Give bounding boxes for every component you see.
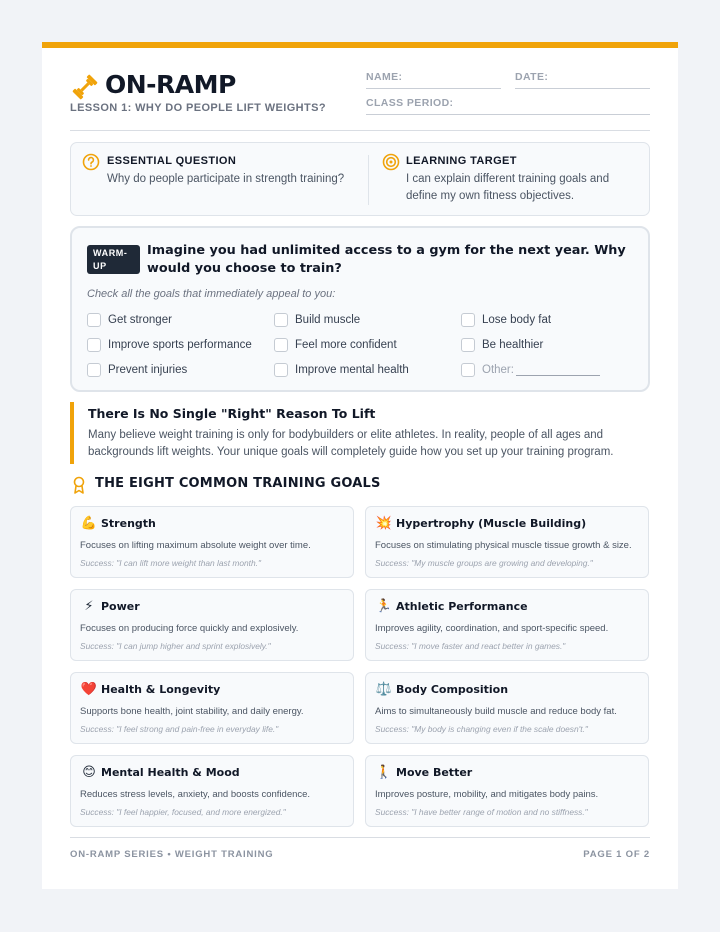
callout-title: There Is No Single "Right" Reason To Lift <box>88 406 376 421</box>
goal-title: Hypertrophy (Muscle Building) <box>396 517 587 530</box>
essential-question-title: ESSENTIAL QUESTION <box>107 155 237 167</box>
other-blank-field[interactable] <box>516 365 600 376</box>
worksheet-page <box>42 42 678 889</box>
dumbbell-icon <box>70 72 100 102</box>
goal-success: Success: "I have better range of motion and no stiffness." <box>375 807 588 817</box>
header-divider <box>70 130 650 131</box>
checkbox[interactable] <box>461 363 475 377</box>
checkbox-get-stronger[interactable]: Get stronger <box>87 313 172 327</box>
goal-success: Success: "My muscle groups are growing and developing." <box>375 558 593 568</box>
goal-title: Mental Health & Mood <box>101 766 240 779</box>
name-field[interactable] <box>366 88 501 89</box>
footer-divider <box>70 837 650 838</box>
goal-description: Focuses on producing force quickly and explosively. <box>80 623 299 634</box>
checkbox-improve-sports-performance[interactable]: Improve sports performance <box>87 338 252 352</box>
callout-text: Many believe weight training is only for bodybuilders or elite athletes. In reality, people of all ages and backgrounds lift weights. Your unique goals will completely guide how you set up your training program. <box>88 429 614 458</box>
checkbox[interactable] <box>461 338 475 352</box>
warm-up-instruction: Check all the goals that immediately appeal to you: <box>87 288 336 300</box>
checkbox[interactable] <box>274 363 288 377</box>
checkbox[interactable] <box>87 313 101 327</box>
goal-card-mental-health <box>70 755 354 827</box>
checkbox-prevent-injuries[interactable]: Prevent injuries <box>87 363 187 377</box>
class-period-label: CLASS PERIOD: <box>366 97 454 109</box>
question-circle-icon <box>82 153 100 171</box>
warm-up-question: Imagine you had unlimited access to a gym for the next year. Why would you choose to train? <box>147 243 626 276</box>
heart-icon: ❤️ <box>80 682 98 697</box>
learning-target-text: I can explain different training goals and define my own fitness objectives. <box>406 173 610 202</box>
goal-success: Success: "I move faster and react better in games." <box>375 641 566 651</box>
warm-up-box <box>70 226 650 392</box>
goal-success: Success: "I can lift more weight than last month." <box>80 558 261 568</box>
brand-name: ON-RAMP <box>105 70 236 99</box>
checkbox-build-muscle[interactable]: Build muscle <box>274 313 360 327</box>
collision-icon: 💥 <box>375 516 393 531</box>
balance-scale-icon: ⚖️ <box>375 682 393 697</box>
goal-title: Athletic Performance <box>396 600 528 613</box>
checkbox[interactable] <box>461 313 475 327</box>
goal-card-athletic-performance <box>365 589 649 661</box>
smiley-icon: 😊 <box>82 765 96 780</box>
medal-icon <box>72 476 86 494</box>
checkbox[interactable] <box>87 363 101 377</box>
goal-success: Success: "I feel strong and pain-free in everyday life." <box>80 724 279 734</box>
learning-target-title: LEARNING TARGET <box>406 155 517 167</box>
goal-success: Success: "I can jump higher and sprint explosively." <box>80 641 271 651</box>
runner-icon: 🏃 <box>375 599 393 614</box>
date-label: DATE: <box>515 71 549 83</box>
goal-card-move-better <box>365 755 649 827</box>
callout-accent-bar <box>70 402 74 464</box>
objectives-divider <box>368 155 369 205</box>
essential-question-text: Why do people participate in strength training? <box>107 173 345 185</box>
name-label: NAME: <box>366 71 403 83</box>
checkbox[interactable] <box>274 313 288 327</box>
goal-title: Power <box>101 600 140 613</box>
goal-description: Improves agility, coordination, and sport-specific speed. <box>375 623 609 634</box>
flexed-biceps-icon: 💪 <box>80 516 98 531</box>
goal-description: Reduces stress levels, anxiety, and boosts confidence. <box>80 789 311 800</box>
goal-description: Supports bone health, joint stability, and daily energy. <box>80 706 304 717</box>
target-icon <box>382 153 400 171</box>
checkbox-be-healthier[interactable]: Be healthier <box>461 338 543 352</box>
page-number: PAGE 1 OF 2 <box>583 849 650 860</box>
goal-description: Improves posture, mobility, and mitigates body pains. <box>375 789 599 800</box>
footer-series: ON-RAMP SERIES • WEIGHT TRAINING <box>70 849 274 860</box>
checkbox-feel-more-confident[interactable]: Feel more confident <box>274 338 397 352</box>
section-title: THE EIGHT COMMON TRAINING GOALS <box>95 476 381 491</box>
goal-description: Focuses on lifting maximum absolute weight over time. <box>80 540 311 551</box>
callout <box>70 402 650 464</box>
goal-success: Success: "My body is changing even if the scale doesn't." <box>375 724 588 734</box>
accent-bar <box>42 42 678 48</box>
checkbox-other[interactable]: Other: <box>461 363 600 377</box>
goal-description: Focuses on stimulating physical muscle tissue growth & size. <box>375 540 632 551</box>
goal-success: Success: "I feel happier, focused, and more energized." <box>80 807 286 817</box>
objectives-box <box>70 142 650 216</box>
checkbox-improve-mental-health[interactable]: Improve mental health <box>274 363 409 377</box>
date-field[interactable] <box>515 88 650 89</box>
warm-up-badge: WARM-UP <box>87 245 140 274</box>
goal-card-health-longevity <box>70 672 354 744</box>
goal-card-power <box>70 589 354 661</box>
class-period-field[interactable] <box>366 114 650 115</box>
goal-card-strength <box>70 506 354 578</box>
goal-title: Body Composition <box>396 683 509 696</box>
checkbox[interactable] <box>274 338 288 352</box>
goal-title: Move Better <box>396 766 473 779</box>
goal-card-body-composition <box>365 672 649 744</box>
lightning-icon: ⚡ <box>84 599 94 614</box>
lesson-title: LESSON 1: WHY DO PEOPLE LIFT WEIGHTS? <box>70 102 326 114</box>
checkbox-lose-body-fat[interactable]: Lose body fat <box>461 313 551 327</box>
goal-card-hypertrophy <box>365 506 649 578</box>
goal-title: Strength <box>101 517 156 530</box>
walking-person-icon: 🚶 <box>375 765 393 780</box>
goal-description: Aims to simultaneously build muscle and reduce body fat. <box>375 706 617 717</box>
goal-title: Health & Longevity <box>101 683 221 696</box>
checkbox[interactable] <box>87 338 101 352</box>
